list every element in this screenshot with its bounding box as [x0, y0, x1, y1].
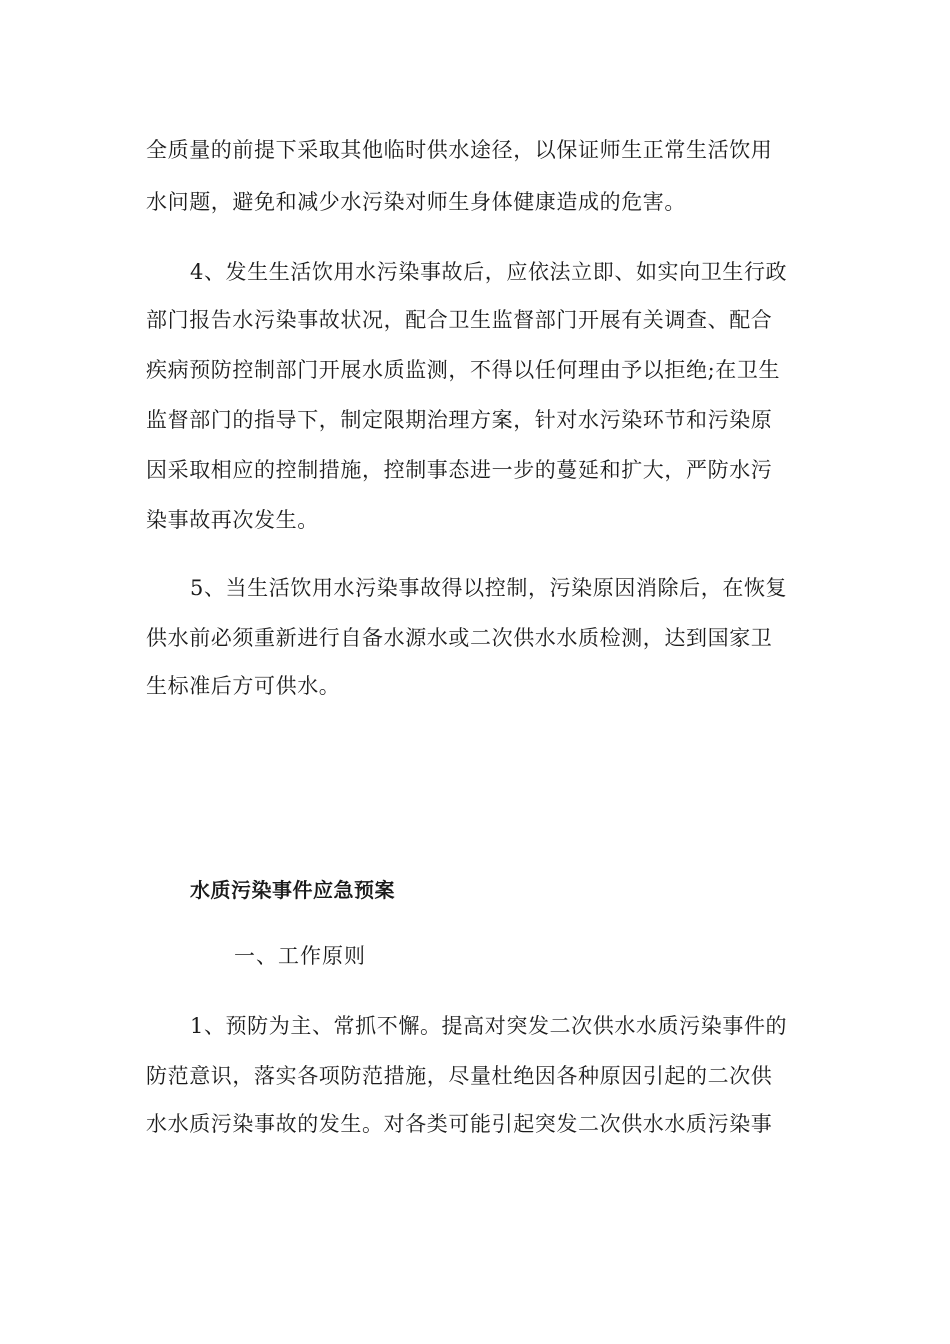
item4-line-3: 疾病预防控制部门开展水质监测，不得以任何理由予以拒绝;在卫生 [146, 358, 781, 382]
intro-line-2: 水问题，避免和减少水污染对师生身体健康造成的危害。 [146, 190, 686, 214]
intro-line-1: 全质量的前提下采取其他临时供水途径，以保证师生正常生活饮用 [146, 138, 773, 162]
principle1-line-2: 防范意识，落实各项防范措施，尽量杜绝因各种原因引起的二次供 [146, 1064, 773, 1088]
item5-line-2: 供水前必须重新进行自备水源水或二次供水水质检测，达到国家卫 [146, 626, 773, 650]
principle1-line-1: 1、预防为主、常抓不懈。提高对突发二次供水水质污染事件的 [190, 1014, 788, 1038]
item4-line-5: 因采取相应的控制措施，控制事态进一步的蔓延和扩大，严防水污 [146, 458, 773, 482]
item5-line-1: 5、当生活饮用水污染事故得以控制，污染原因消除后，在恢复 [190, 576, 788, 600]
item5-line-3: 生标准后方可供水。 [146, 674, 341, 698]
section-heading: 一、工作原则 [234, 944, 366, 968]
item4-line-4: 监督部门的指导下，制定限期治理方案，针对水污染环节和污染原 [146, 408, 773, 432]
item4-line-1: 4、发生生活饮用水污染事故后，应依法立即、如实向卫生行政 [190, 260, 788, 284]
item4-line-2: 部门报告水污染事故状况，配合卫生监督部门开展有关调查、配合 [146, 308, 773, 332]
principle1-line-3: 水水质污染事故的发生。对各类可能引起突发二次供水水质污染事 [146, 1112, 773, 1136]
document-title: 水质污染事件应急预案 [190, 878, 395, 902]
item4-line-6: 染事故再次发生。 [146, 508, 319, 532]
